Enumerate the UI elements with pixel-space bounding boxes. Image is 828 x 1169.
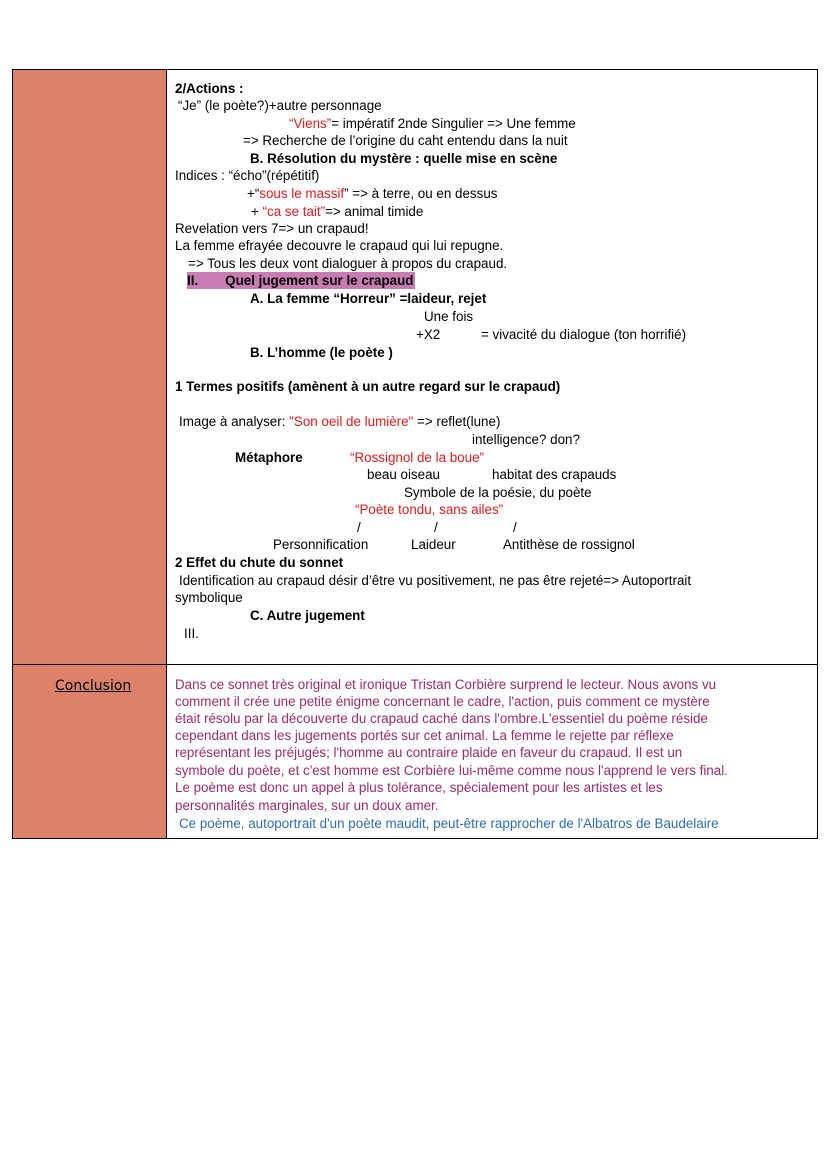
text-line: intelligence? don? (472, 432, 580, 447)
left-column (13, 70, 167, 838)
text-line: Laideur (411, 537, 456, 552)
section-actions-heading: 2/Actions : (175, 81, 244, 96)
conclusion-line: représentant les préjugés; l'homme au contraire plaide en faveur du crapaud. Il est un (175, 745, 683, 760)
subheading-a-femme: A. La femme “Horreur” =laideur, rejet (250, 291, 487, 306)
text-line: symbolique (175, 590, 243, 605)
text-fragment: => reflet(lune) (413, 414, 501, 429)
quote-sous-le-massif: sous le massif (259, 186, 345, 201)
text-fragment: ” => à terre, ou en dessus (344, 186, 498, 201)
subheading-c-autre: C. Autre jugement (250, 608, 365, 623)
subheading-b-resolution: B. Résolution du mystère : quelle mise en scène (250, 151, 558, 166)
text-line (251, 203, 423, 220)
text-line: La femme efrayée decouvre le crapaud qui lui repugne. (175, 238, 504, 253)
text-line: => Recherche de l’origine du caht entendu dans la nuit (243, 133, 568, 148)
subheading-termes-positifs: 1 Termes positifs (amènent à un autre regard sur le crapaud) (175, 379, 561, 394)
text-line (179, 413, 500, 430)
text-line: Une fois (424, 309, 474, 324)
text-line: Antithèse de rossignol (503, 537, 635, 552)
text-line: = vivacité du dialogue (ton horrifié) (481, 327, 687, 342)
heading-number: II. (187, 273, 199, 288)
slash-mark: / (357, 520, 361, 535)
conclusion-line: Dans ce sonnet très original et ironique Tristan Corbière surprend le lecteur. Nous avons vu (175, 677, 717, 692)
text-line (289, 115, 576, 132)
subheading-effet-chute: 2 Effet du chute du sonnet (175, 555, 344, 570)
analysis-table (12, 69, 818, 839)
text-line: Indices : “écho”(répétitif) (175, 168, 320, 183)
conclusion-line: symbole du poète, et c'est homme est Corbière lui-même comme nous l'apprend le vers final. (175, 763, 728, 778)
text-line: +X2 (416, 327, 441, 342)
conclusion-final-line: Ce poème, autoportrait d'un poète maudit, peut-être rapprocher de l'Albatros de Baudelaire (179, 816, 719, 831)
text-fragment: => animal timide (325, 204, 424, 219)
text-line: Identification au crapaud désir d’être vu positivement, ne pas être rejeté=> Autoportrait (179, 573, 692, 588)
quote-rossignol: “Rossignol de la boue” (350, 450, 484, 465)
subheading-b-homme: B. L’homme (le poète ) (250, 345, 393, 360)
text-line: habitat des crapauds (492, 467, 617, 482)
text-line: beau oiseau (367, 467, 440, 482)
heading-title: Quel jugement sur le crapaud (225, 273, 414, 288)
text-line: “Je” (le poète?)+autre personnage (178, 98, 382, 113)
text-fragment: = impératif 2nde Singulier => Une femme (331, 116, 576, 131)
conclusion-label: Conclusion (55, 678, 132, 694)
text-line (247, 185, 497, 202)
text-line: Personnification (273, 537, 369, 552)
label-metaphore: Métaphore (235, 450, 303, 465)
conclusion-line: comment il crée une petite énigme concernant le cadre, l'action, puis comment ce mystère (175, 694, 710, 709)
slash-mark: / (434, 520, 438, 535)
conclusion-line: était résolu par la découverte du crapaud caché dans l'ombre.L'essentiel du poème réside (175, 711, 708, 726)
conclusion-line: personnalités marginales, sur un doux amer. (175, 798, 439, 813)
text-fragment: + (251, 204, 263, 219)
text-line: Symbole de la poésie, du poète (404, 485, 592, 500)
text-line: => Tous les deux vont dialoguer à propos du crapaud. (188, 256, 508, 271)
conclusion-line: cependant dans les jugements portés sur cet animal. La femme le rejette par réflexe (175, 728, 674, 743)
text-line: Revelation vers 7=> un crapaud! (175, 221, 369, 236)
quote-viens: “Viens” (289, 116, 332, 131)
quote-son-oeil: "Son oeil de lumière" (289, 414, 414, 429)
quote-ca-se-tait: “ca se tait” (262, 204, 326, 219)
slash-mark: / (513, 520, 517, 535)
text-fragment: Image à analyser: (179, 414, 290, 429)
conclusion-line: Le poème est donc un appel à plus tolérance, spécialement pour les artistes et les (175, 780, 663, 795)
row-divider (13, 664, 817, 665)
heading-iii: III. (184, 626, 199, 641)
text-fragment: +“ (247, 186, 260, 201)
heading-ii-highlighted (187, 272, 415, 289)
quote-poete-tondu: “Poète tondu, sans ailes” (355, 502, 504, 517)
